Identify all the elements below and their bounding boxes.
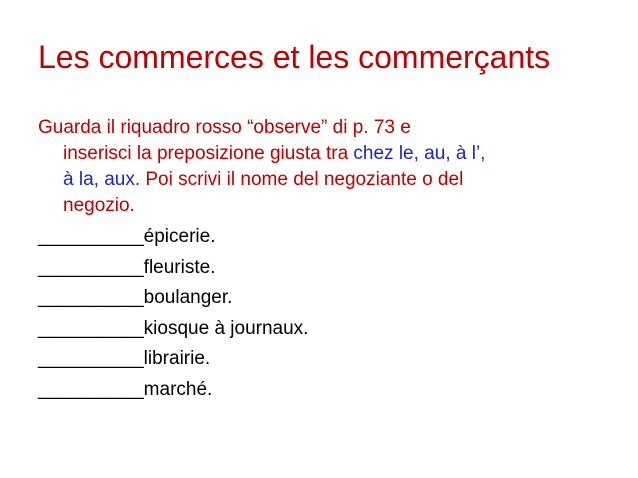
instruction-text bbox=[38, 115, 608, 219]
instruction-line-1: Guarda il riquadro rosso “observe” di p. 73 e bbox=[38, 117, 411, 138]
exercise-list bbox=[38, 222, 308, 405]
answer-blank: __________ bbox=[38, 348, 144, 369]
exercise-item-text: épicerie. bbox=[143, 226, 216, 247]
answer-blank: __________ bbox=[38, 256, 144, 278]
exercise-item bbox=[38, 344, 308, 375]
preposition-list-end: à la, aux. bbox=[63, 169, 141, 190]
answer-blank: __________ bbox=[38, 226, 144, 247]
exercise-item bbox=[38, 283, 308, 314]
exercise-item-text: kiosque à journaux. bbox=[143, 317, 309, 339]
instruction-line-3-text: Poi scrivi il nome del negoziante o del bbox=[140, 169, 464, 190]
slide-title: Les commerces et les commerçants bbox=[38, 39, 551, 75]
exercise-item-text: librairie. bbox=[143, 348, 211, 369]
instruction-line-2-text: inserisci la preposizione giusta tra bbox=[63, 143, 354, 164]
exercise-item-text: boulanger. bbox=[143, 287, 233, 308]
answer-blank: __________ bbox=[38, 378, 144, 400]
exercise-item-text: fleuriste. bbox=[143, 256, 216, 278]
instruction-line-2 bbox=[38, 141, 608, 167]
instruction-line-3 bbox=[38, 167, 608, 193]
exercise-item-text: marché. bbox=[143, 378, 213, 400]
exercise-item bbox=[38, 222, 308, 253]
instruction-line-4: negozio. bbox=[63, 195, 135, 216]
exercise-item bbox=[38, 253, 308, 284]
answer-blank: __________ bbox=[38, 287, 144, 308]
exercise-item bbox=[38, 314, 308, 345]
preposition-list: chez le, au, à l’, bbox=[353, 143, 486, 164]
exercise-item bbox=[38, 375, 308, 406]
answer-blank: __________ bbox=[38, 317, 144, 339]
